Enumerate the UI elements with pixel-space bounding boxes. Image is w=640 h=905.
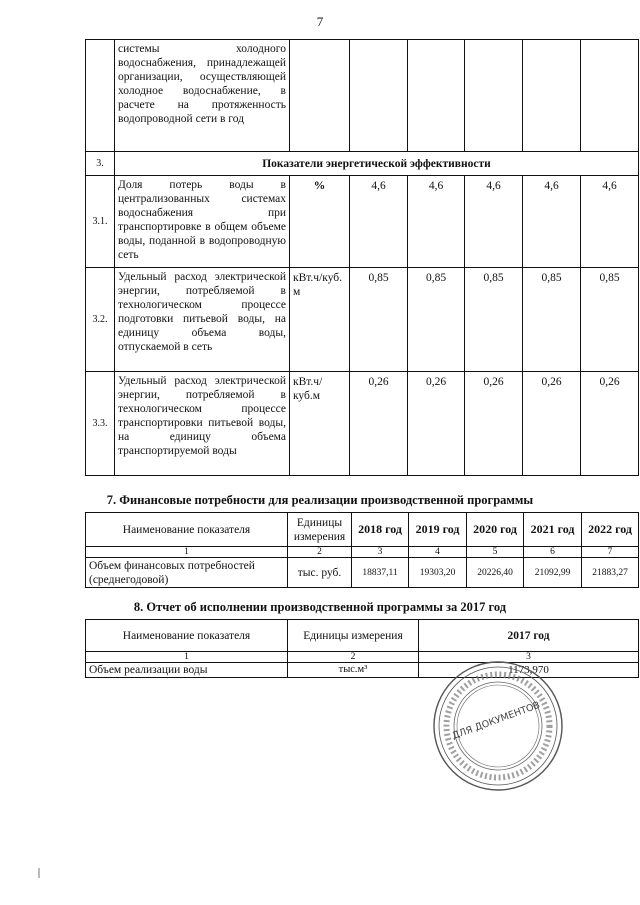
index-cell: 4	[409, 547, 467, 558]
column-header-year: 2017 год	[419, 620, 639, 652]
table-row	[86, 558, 639, 588]
header-row	[86, 513, 639, 547]
column-header-year: 2020 год	[467, 513, 524, 547]
column-header-year: 2018 год	[352, 513, 409, 547]
index-cell: 6	[524, 547, 582, 558]
stamp-text-line: ДЛЯ ДОКУМЕНТОВ	[450, 699, 542, 742]
table-row	[86, 268, 639, 372]
value-cell: 0,26	[408, 372, 465, 476]
row-number	[86, 40, 115, 152]
header-row	[86, 620, 639, 652]
index-cell: 7	[582, 547, 639, 558]
value-cell: 20226,40	[467, 558, 524, 588]
table-row	[86, 372, 639, 476]
value-cell	[350, 40, 408, 152]
value-cell: 0,26	[350, 372, 408, 476]
section-number: 3.	[86, 152, 115, 176]
margin-mark	[38, 868, 40, 878]
value-cell: 1173,970	[419, 663, 639, 678]
indicator-name: Объем реализации воды	[86, 663, 288, 678]
indicator-description: системы холодного водоснабжения, принадлежащей организации, осуществляющей холодное водоснабжение, в расчете на протяженность водопроводной сети в год	[115, 40, 290, 152]
value-cell: 19303,20	[409, 558, 467, 588]
row-number: 3.1.	[86, 176, 115, 268]
column-header-unit: Единицы измерения	[288, 620, 419, 652]
value-cell: 0,85	[408, 268, 465, 372]
value-cell: 4,6	[350, 176, 408, 268]
column-header-year: 2019 год	[409, 513, 467, 547]
indicator-description: Удельный расход электрической энергии, потребляемой в технологическом процессе транспортировки питьевой воды, на единицу объема транспортируемой воды	[115, 372, 290, 476]
index-cell: 2	[288, 547, 352, 558]
value-cell: 18837,11	[352, 558, 409, 588]
table-row	[86, 176, 639, 268]
row-number: 3.3.	[86, 372, 115, 476]
value-cell: 21883,27	[582, 558, 639, 588]
index-row	[86, 547, 639, 558]
value-cell: 0,85	[465, 268, 523, 372]
unit-cell	[290, 40, 350, 152]
column-header-name: Наименование показателя	[86, 513, 288, 547]
index-cell: 5	[467, 547, 524, 558]
index-cell: 3	[352, 547, 409, 558]
value-cell: 0,85	[350, 268, 408, 372]
value-cell: 4,6	[465, 176, 523, 268]
index-cell: 2	[288, 652, 419, 663]
value-cell: 21092,99	[524, 558, 582, 588]
unit-cell: тыс. руб.	[288, 558, 352, 588]
column-header-year: 2021 год	[524, 513, 582, 547]
unit-cell: кВт.ч/куб. м	[290, 268, 350, 372]
unit-cell: %	[290, 176, 350, 268]
index-cell: 1	[86, 652, 288, 663]
section-row	[86, 152, 639, 176]
section-8-heading: 8. Отчет об исполнении производственной программы за 2017 год	[133, 600, 507, 614]
indicator-description: Доля потерь воды в централизованных системах водоснабжения при транспортировке в общем объеме воды, поданной в водопроводную сеть	[115, 176, 290, 268]
value-cell: 4,6	[408, 176, 465, 268]
section-title: Показатели энергетической эффективности	[115, 152, 639, 176]
value-cell	[581, 40, 639, 152]
value-cell: 0,26	[465, 372, 523, 476]
value-cell: 0,26	[581, 372, 639, 476]
financial-needs-table	[85, 512, 639, 588]
value-cell: 0,26	[523, 372, 581, 476]
value-cell	[523, 40, 581, 152]
column-header-name: Наименование показателя	[86, 620, 288, 652]
index-cell: 3	[419, 652, 639, 663]
energy-efficiency-table	[85, 39, 639, 476]
page-number: 7	[316, 14, 324, 29]
value-cell	[408, 40, 465, 152]
value-cell: 4,6	[581, 176, 639, 268]
index-cell: 1	[86, 547, 288, 558]
row-number: 3.2.	[86, 268, 115, 372]
value-cell	[465, 40, 523, 152]
section-7-heading: 7. Финансовые потребности для реализации производственной программы	[106, 493, 534, 507]
indicator-name: Объем финансовых потребностей (среднегодовой)	[86, 558, 288, 588]
value-cell: 0,85	[581, 268, 639, 372]
table-row	[86, 40, 639, 152]
column-header-unit: Единицы измерения	[288, 513, 352, 547]
stamp-seal-icon	[428, 656, 568, 796]
column-header-year: 2022 год	[582, 513, 639, 547]
unit-cell: кВт.ч/куб.м	[290, 372, 350, 476]
indicator-description: Удельный расход электрической энергии, потребляемой в технологическом процессе подготовки питьевой воды, на единицу объема воды, отпускаемой в сеть	[115, 268, 290, 372]
value-cell: 0,85	[523, 268, 581, 372]
value-cell: 4,6	[523, 176, 581, 268]
unit-cell: тыс.м³	[288, 663, 419, 678]
